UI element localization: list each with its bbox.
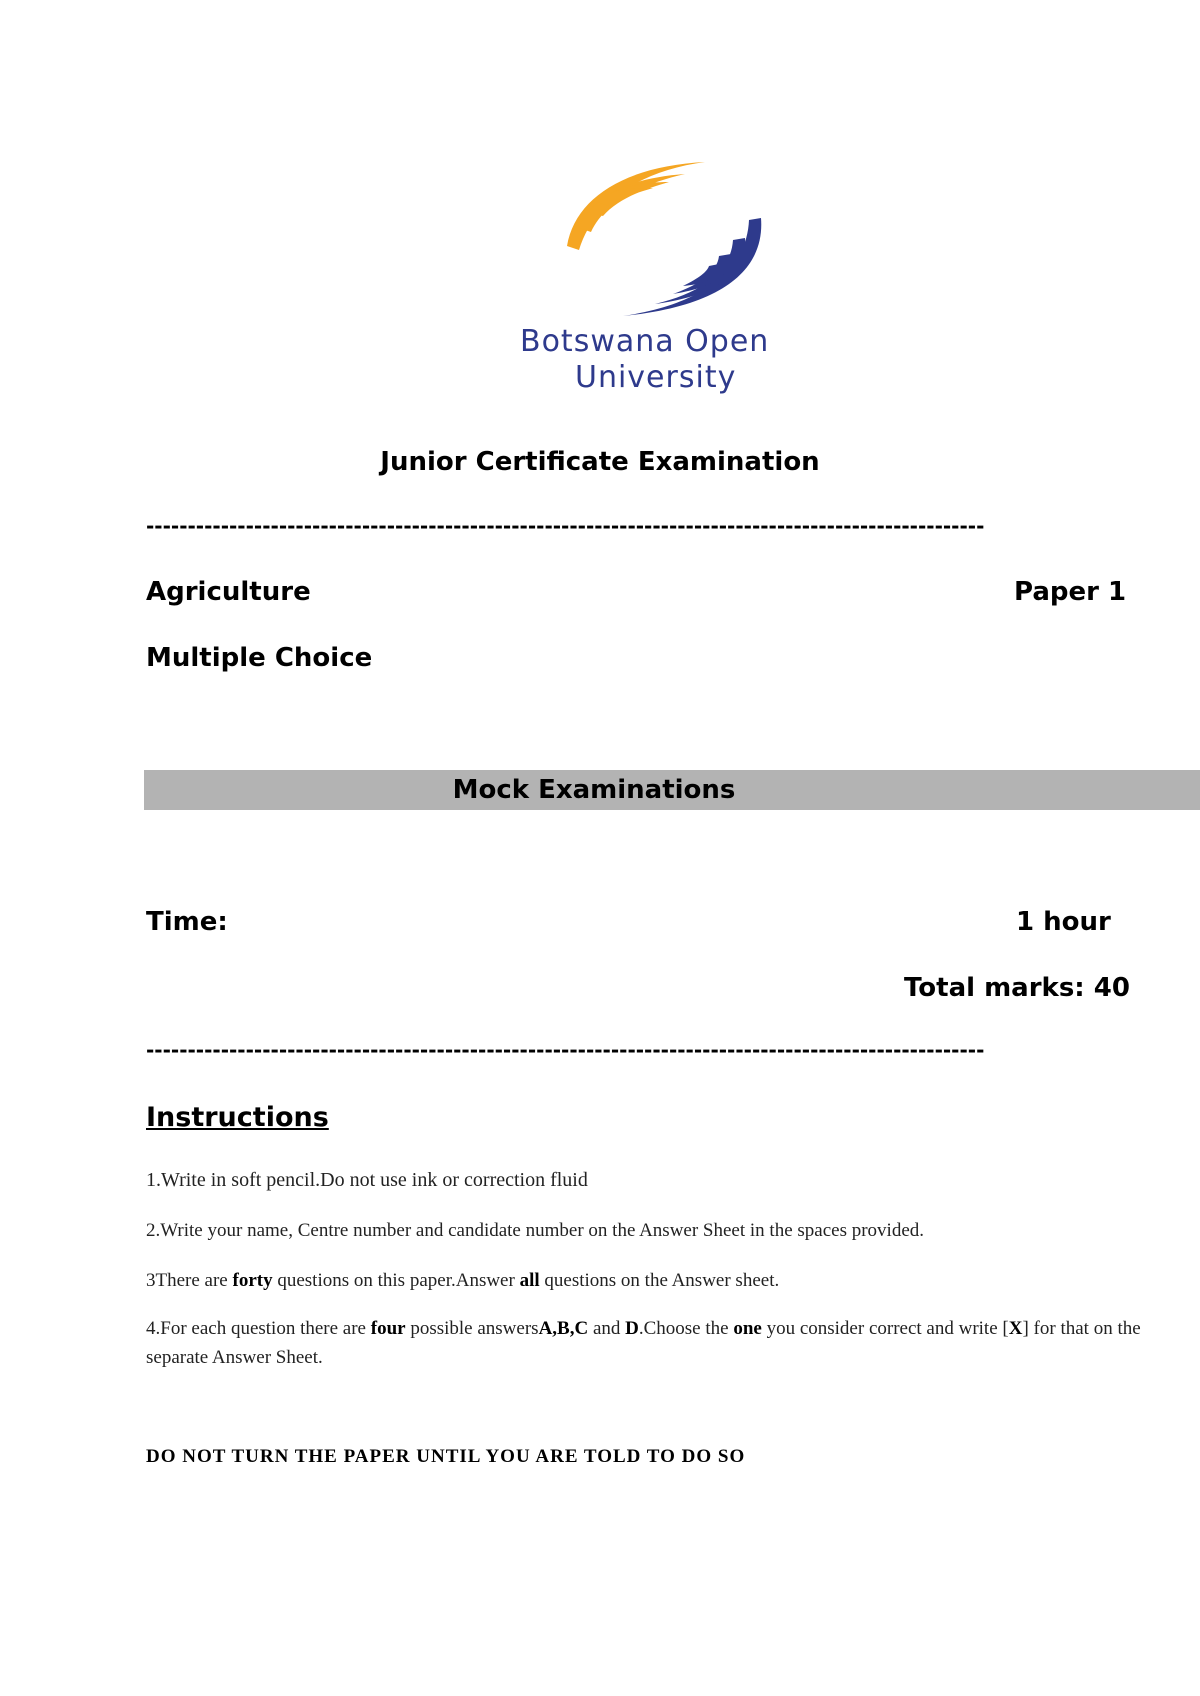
mock-banner-label: Mock Examinations	[452, 775, 736, 805]
mock-banner	[144, 770, 1200, 810]
divider-bottom: -----------------------------------------------------------------------------------------------------	[146, 1038, 985, 1062]
instruction-item: 4.For each question there are four possible answersA,B,C and D.Choose the one you consider correct and write [X] for that on the separate Answer Sheet.	[146, 1318, 1141, 1368]
subject-title: Agriculture	[146, 577, 311, 607]
exam-format: Multiple Choice	[146, 643, 373, 673]
time-label: Time:	[146, 907, 228, 937]
instruction-item: 1.Write in soft pencil.Do not use ink or correction fluid	[146, 1169, 588, 1191]
total-marks: Total marks: 40	[904, 973, 1130, 1003]
instruction-item: 2.Write your name, Centre number and candidate number on the Answer Sheet in the spaces provided.	[146, 1220, 924, 1241]
logo-wordmark	[520, 324, 820, 404]
logo-line-2: University	[575, 360, 737, 395]
logo-line-1: Botswana Open	[520, 324, 770, 359]
divider-top: -----------------------------------------------------------------------------------------------------	[146, 514, 985, 538]
instructions-heading: Instructions	[146, 1102, 329, 1133]
warning-notice: DO NOT TURN THE PAPER UNTIL YOU ARE TOLD TO DO SO	[146, 1446, 746, 1467]
logo-icon	[565, 158, 775, 318]
time-value: 1 hour	[1016, 907, 1111, 937]
exam-title: Junior Certificate Examination	[380, 447, 820, 477]
instruction-item: 3There are forty questions on this paper.Answer all questions on the Answer sheet.	[146, 1270, 780, 1291]
paper-number: Paper 1	[1014, 577, 1127, 607]
